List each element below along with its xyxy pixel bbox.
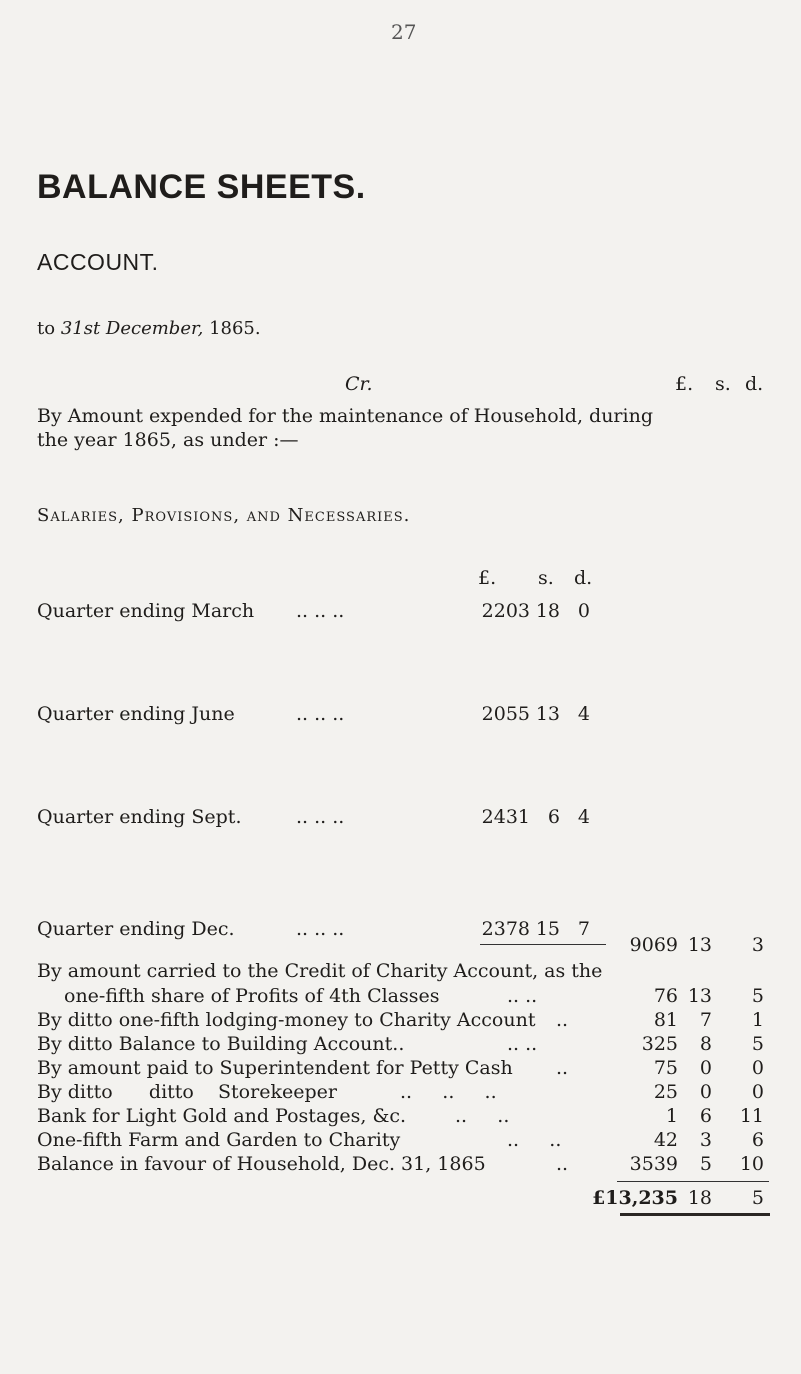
quarter-pounds: 2055 [481,703,530,725]
item-pounds: 76 [653,985,678,1007]
sub-pounds-heading: £. [478,567,497,589]
item-text: By ditto Balance to Building Account.. [37,1033,405,1055]
item-shillings: 6 [699,1105,712,1127]
item-text: By amount paid to Superintendent for Petty Cash [37,1057,513,1079]
total-rule [617,1181,769,1182]
pence-heading: d. [745,373,764,395]
item-pence: 0 [751,1081,764,1103]
quarters-total-shillings: 13 [687,934,712,956]
item-shillings: 13 [687,985,712,1007]
leader-dots: .. [556,1009,569,1031]
section-heading: Salaries, Provisions, and Necessaries. [37,505,411,526]
quarter-shillings: 18 [535,600,560,622]
item-pounds: 325 [641,1033,678,1055]
subtitle: ACCOUNT. [37,249,159,275]
quarter-pence: 4 [577,806,590,828]
quarters-total-pounds: 9069 [629,934,678,956]
quarter-pounds: 2203 [481,600,530,622]
period-line [37,318,261,339]
period-year: 1865. [209,318,261,339]
item-shillings: 0 [699,1081,712,1103]
item-shillings: 0 [699,1057,712,1079]
credit-label: Cr. [345,373,373,395]
item-text: One-fifth Farm and Garden to Charity [37,1129,401,1151]
item-pounds: 81 [653,1009,678,1031]
sub-shillings-heading: s. [538,567,554,589]
item-text: By ditto one-fifth lodging-money to Charity Account [37,1009,536,1031]
item-shillings: 5 [699,1153,712,1175]
item-pence: 1 [751,1009,764,1031]
intro-paragraph [37,404,653,452]
shillings-heading: s. [715,373,731,395]
item-shillings: 3 [699,1129,712,1151]
item-text: By ditto ditto Storekeeper [37,1081,337,1103]
item-text-continued: one-fifth share of Profits of 4th Classes [64,985,440,1007]
period-date: 31st December, [60,318,204,339]
intro-line-2: the year 1865, as under :— [37,429,299,451]
grand-total-pence: 5 [751,1187,764,1209]
period-prefix: to [37,318,56,339]
intro-line-1: By Amount expended for the maintenance of Household, during [37,405,653,427]
quarter-pounds: 2378 [481,918,530,940]
grand-total-shillings: 18 [687,1187,712,1209]
item-pounds: 1 [665,1105,678,1127]
leader-dots: .. .. [455,1105,510,1127]
item-shillings: 8 [699,1033,712,1055]
item-pounds: 25 [653,1081,678,1103]
leader-dots: .. .. .. [296,806,345,828]
leader-dots: .. .. .. [296,918,345,940]
sub-pence-heading: d. [574,567,593,589]
quarter-label: Quarter ending Dec. [37,918,235,940]
item-shillings: 7 [699,1009,712,1031]
quarter-shillings: 13 [535,703,560,725]
quarter-pence: 0 [577,600,590,622]
leader-dots: .. [556,1057,569,1079]
pounds-heading: £. [675,373,694,395]
quarter-shillings: 15 [535,918,560,940]
leader-dots: .. .. .. [296,600,345,622]
quarter-pence: 4 [577,703,590,725]
leader-dots: .. .. .. [400,1081,497,1103]
quarter-label: Quarter ending Sept. [37,806,242,828]
leader-dots: .. [556,1153,569,1175]
quarters-total-pence: 3 [751,934,764,956]
leader-dots: .. .. [507,985,538,1007]
leader-dots: .. .. .. [296,703,345,725]
grand-total-pounds: £13,235 [592,1187,678,1209]
double-underline [620,1213,770,1216]
quarter-pounds: 2431 [481,806,530,828]
item-pounds: 75 [653,1057,678,1079]
leader-dots: .. .. [507,1033,538,1055]
quarter-label: Quarter ending March [37,600,255,622]
page-number: 27 [391,20,417,44]
item-pence: 6 [751,1129,764,1151]
item-text: By amount carried to the Credit of Charity Account, as the [37,960,603,982]
subtotal-rule [480,944,606,945]
item-pounds: 3539 [629,1153,678,1175]
item-pence: 10 [739,1153,764,1175]
item-pence: 5 [751,985,764,1007]
item-pence: 5 [751,1033,764,1055]
page-title: BALANCE SHEETS. [37,168,366,206]
quarter-label: Quarter ending June [37,703,235,725]
quarter-shillings: 6 [547,806,560,828]
item-text: Balance in favour of Household, Dec. 31, 1865 [37,1153,486,1175]
item-pounds: 42 [653,1129,678,1151]
item-pence: 0 [751,1057,764,1079]
quarter-pence: 7 [577,918,590,940]
item-pence: 11 [739,1105,764,1127]
leader-dots: .. .. [507,1129,562,1151]
item-text: Bank for Light Gold and Postages, &c. [37,1105,407,1127]
